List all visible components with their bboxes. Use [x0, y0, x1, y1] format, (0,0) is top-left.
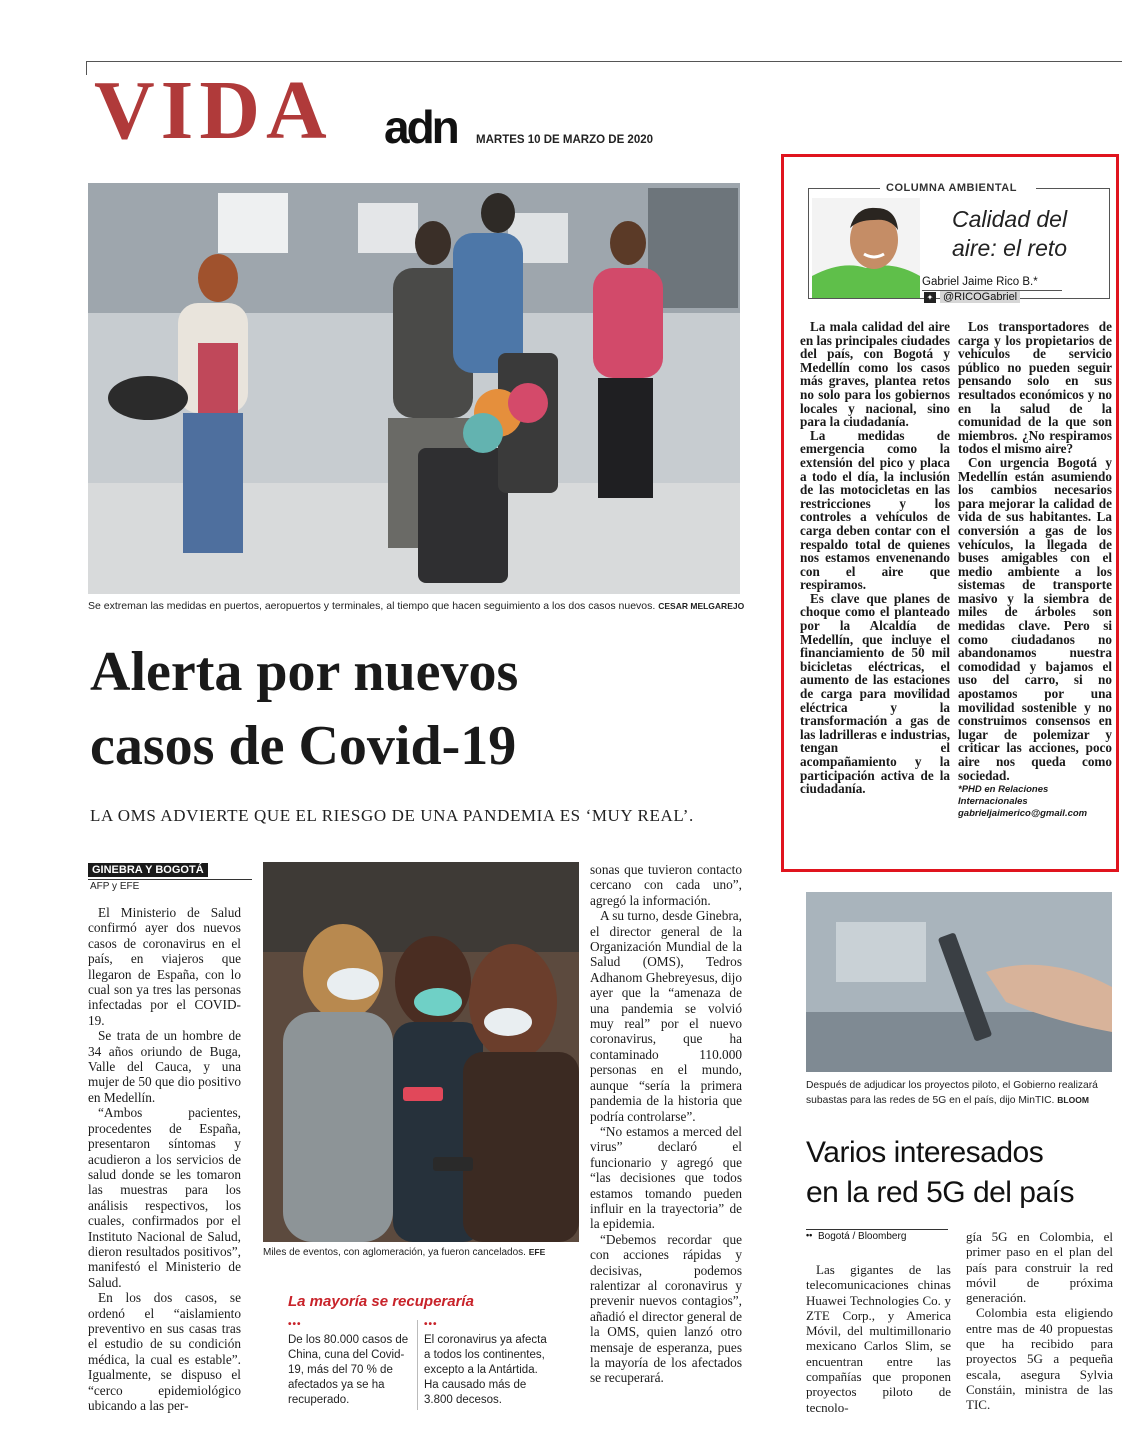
twitter-icon: ✦ — [924, 292, 936, 303]
section-title: VIDA — [94, 64, 333, 157]
5g-photo-caption-text: Después de adjudicar los proyectos piloto, el Gobierno realizará subastas para las redes de 5G en el país, dijo MinTIC. — [806, 1080, 1098, 1106]
column-paragraph: Es clave que planes de choque como el planteado por la Alcaldía de Medellín, que incluye el financiamiento de 50 mil bicicletas eléctricas, el aumento de las estaciones de carga para movilidad eléctrica y la transformación a gas de las ladrilleras e industrias, tengan el acompañamiento y la participación activa de la ciudadanía. — [800, 590, 950, 797]
factbox-divider — [417, 1320, 418, 1410]
5g-paragraph: gía 5G en Colombia, el primer paso en el plan del país para construir la red móvil de próxima generación. — [966, 1229, 1113, 1306]
subheadline: LA OMS ADVIERTE QUE EL RIESGO DE UNA PANDEMIA ES ‘MUY REAL’. — [90, 806, 694, 825]
5g-paragraph: Colombia esta eligiendo entre mas de 40 propuestas que ha recibido para proyectos 5G a pequeña escala, asegura Sylvia Constáin, ministra de las TIC. — [966, 1305, 1113, 1413]
5g-photo-caption — [806, 1079, 1116, 1108]
column-title-line1: Calidad del — [952, 206, 1068, 232]
left-rule — [86, 61, 87, 75]
article-dateline: GINEBRA Y BOGOTÁ — [88, 863, 208, 877]
5g-headline-line2: en la red 5G del país — [806, 1176, 1075, 1209]
brand-logo: adn — [384, 101, 457, 153]
crowd-photo-credit: EFE — [528, 1247, 546, 1257]
columnist-name: Gabriel Jaime Rico B.* — [922, 276, 1038, 288]
column-paragraph: Los transportadores de carga y los propietarios de vehículos de servicio público no pueden seguir pensando solo en sus resultados económicos y no en la salud de la comunidad de la que son miembros. ¿No respiramos todos el mismo aire? — [958, 319, 1112, 457]
article-paragraph: “No estamos a merced del virus” declaró el funcionario y agregó que “las decisiones que todos estamos tomando pueden influir en la trayectoria” de la epidemia. — [590, 1123, 742, 1232]
columnist-portrait — [812, 198, 920, 298]
column-footnote-title: *PHD en Relaciones Internacionales — [958, 784, 1049, 808]
factbox-item-1: De los 80.000 casos de China, cuna del Covid-19, más del 70 % de afectados ya se ha recuperado. — [288, 1334, 409, 1406]
article-agency: AFP y EFE — [90, 881, 140, 892]
column-paragraph: La medidas de emergencia como la extensión del pico y placa a todo el día, la inclusión de las motocicletas en las restricciones y los controles a vehículos de carga deben contar con el respaldo total de quienes nos estamos envenenando con el aire que respiramos. — [800, 427, 950, 593]
factbox-title: La mayoría se recuperaría — [288, 1293, 474, 1310]
5g-dateline-rule — [806, 1229, 948, 1230]
column-text-1 — [800, 320, 950, 796]
crowd-photo — [263, 862, 579, 1242]
crowd-photo-caption-text: Miles de eventos, con aglomeración, ya fueron cancelados. — [263, 1247, 526, 1258]
article-paragraph: “Ambos pacientes, procedentes de España, presentaron síntomas y acudieron a los servicios de salud donde se les tomaron las muestras para los análisis respectivos, los cuales, confirmados por el Instituto Nacional de Salud, dieron resultados positivos”, manifestó el Ministerio de Salud. — [88, 1105, 241, 1290]
headline-line1: Alerta por nuevos — [90, 641, 519, 703]
article-paragraph: sonas que tuvieron contacto cercano con cada uno”, agregó la información. — [590, 862, 742, 908]
article-column-2 — [590, 862, 742, 1386]
5g-column-2 — [966, 1229, 1113, 1413]
column-title-line2: aire: el reto — [952, 235, 1068, 261]
dateline-rule — [88, 879, 252, 880]
column-header-rule-right — [1036, 188, 1110, 189]
main-photo — [88, 183, 740, 594]
factbox-item-2: El coronavirus ya afecta a todos los continentes, excepto a la Antártida. Ha causado más de 3.800 decesos. — [424, 1334, 547, 1406]
column-header-rule-left — [808, 188, 880, 189]
article-paragraph: “Debemos recordar que con acciones rápidas y decisivas, podemos ralentizar al coronavirus y prevenir nuevos contagios”, añadió el director general de la OMS, quien lanzó otro mensaje de esperanza, pues la mayoría de los afectados se recuperará. — [590, 1231, 742, 1386]
columnist-twitter: @RICOGabriel — [940, 291, 1020, 303]
airport-scene-illustration — [88, 183, 740, 594]
top-rule — [86, 61, 1122, 62]
5g-dateline: Bogotá / Bloomberg — [818, 1231, 907, 1242]
factbox-bullet-2: ••• — [424, 1319, 438, 1330]
factbox-bullet-1: ••• — [288, 1319, 302, 1330]
masked-women-illustration — [263, 862, 579, 1242]
issue-date: MARTES 10 DE MARZO DE 2020 — [476, 134, 654, 146]
5g-column-1 — [806, 1262, 951, 1415]
column-paragraph: Con urgencia Bogotá y Medellín están asumiendo los cambios necesarios para mejorar la calidad de vida de sus habitantes. La conversión a gas de los vehículos, la llegada de buses amigables con el medio ambiente a los sistemas de transporte masivo y la siembra de miles de árboles son medidas clave. Pero si como ciudadanos no abandonamos nuestra comodidad y bajamos el uso del carro, si no apostamos por una movilidad sostenible y no construimos consensos en lugar de polemizar y criticar las acciones, poco aire nos queda como sociedad. — [958, 454, 1112, 783]
column-footnote-email: gabrieljaimerico@gmail.com — [958, 808, 1088, 820]
headline-line2: casos de Covid-19 — [90, 715, 517, 777]
main-photo-caption-text: Se extreman las medidas en puertos, aeropuertos y terminales, al tiempo que hacen seguimiento a los dos casos nuevos. — [88, 600, 656, 612]
5g-photo — [806, 892, 1112, 1072]
crowd-photo-caption — [263, 1245, 593, 1260]
5g-paragraph: Las gigantes de las telecomunicaciones chinas Huawei Technologies Co. y ZTE Corp., y America Móvil, del multimillonario mexicano Carlos Slim, se encuentran entre las compañías que proponen proyectos piloto de tecnolo- — [806, 1262, 951, 1415]
article-paragraph: El Ministerio de Salud confirmó ayer dos nuevos casos de coronavirus en el país, en viajeros que llegaron de España, con lo cual son ya tres las personas infectadas por el COVID-19. — [88, 905, 241, 1028]
article-paragraph: En los dos casos, se ordenó el “aislamiento preventivo en sus casas tras el estudio de su condición médica, la cual es estable”. Igualmente, se dispuso el “cerco epidemiológico ubicando a las per- — [88, 1290, 241, 1413]
column-text-2 — [958, 320, 1112, 820]
main-photo-caption — [88, 599, 748, 613]
article-paragraph: Se trata de un hombre de 34 años oriundo de Buga, Valle del Cauca, y una mujer de 50 que dio positivo en Medellín. — [88, 1028, 241, 1105]
article-paragraph: A su turno, desde Ginebra, el director general de la Organización Mundial de la Salud (OMS), Tedros Adhanom Ghebreyesus, dijo ayer que la “amenaza de una pandemia se volvió muy real” por el nuevo coronavirus, que ha contaminado 110.000 personas en el mundo, aunque “sería la primera pandemia de la historia que podría controlarse”. — [590, 908, 742, 1124]
5g-photo-credit: BLOOM — [1057, 1095, 1089, 1105]
article-column-1 — [88, 905, 241, 1413]
column-kicker: COLUMNA AMBIENTAL — [886, 182, 1017, 194]
5g-dateline-bullets: •• — [806, 1230, 813, 1240]
column-paragraph: La mala calidad del aire en las principales ciudades del país, con Bogotá y Medellín como los casos más graves, plantea retos no solo para los gobiernos locales y nacional, sino para la ciudadanía. — [800, 319, 950, 430]
5g-headline-line1: Varios interesados — [806, 1136, 1044, 1169]
main-photo-credit: CESAR MELGAREJO — [658, 601, 745, 611]
